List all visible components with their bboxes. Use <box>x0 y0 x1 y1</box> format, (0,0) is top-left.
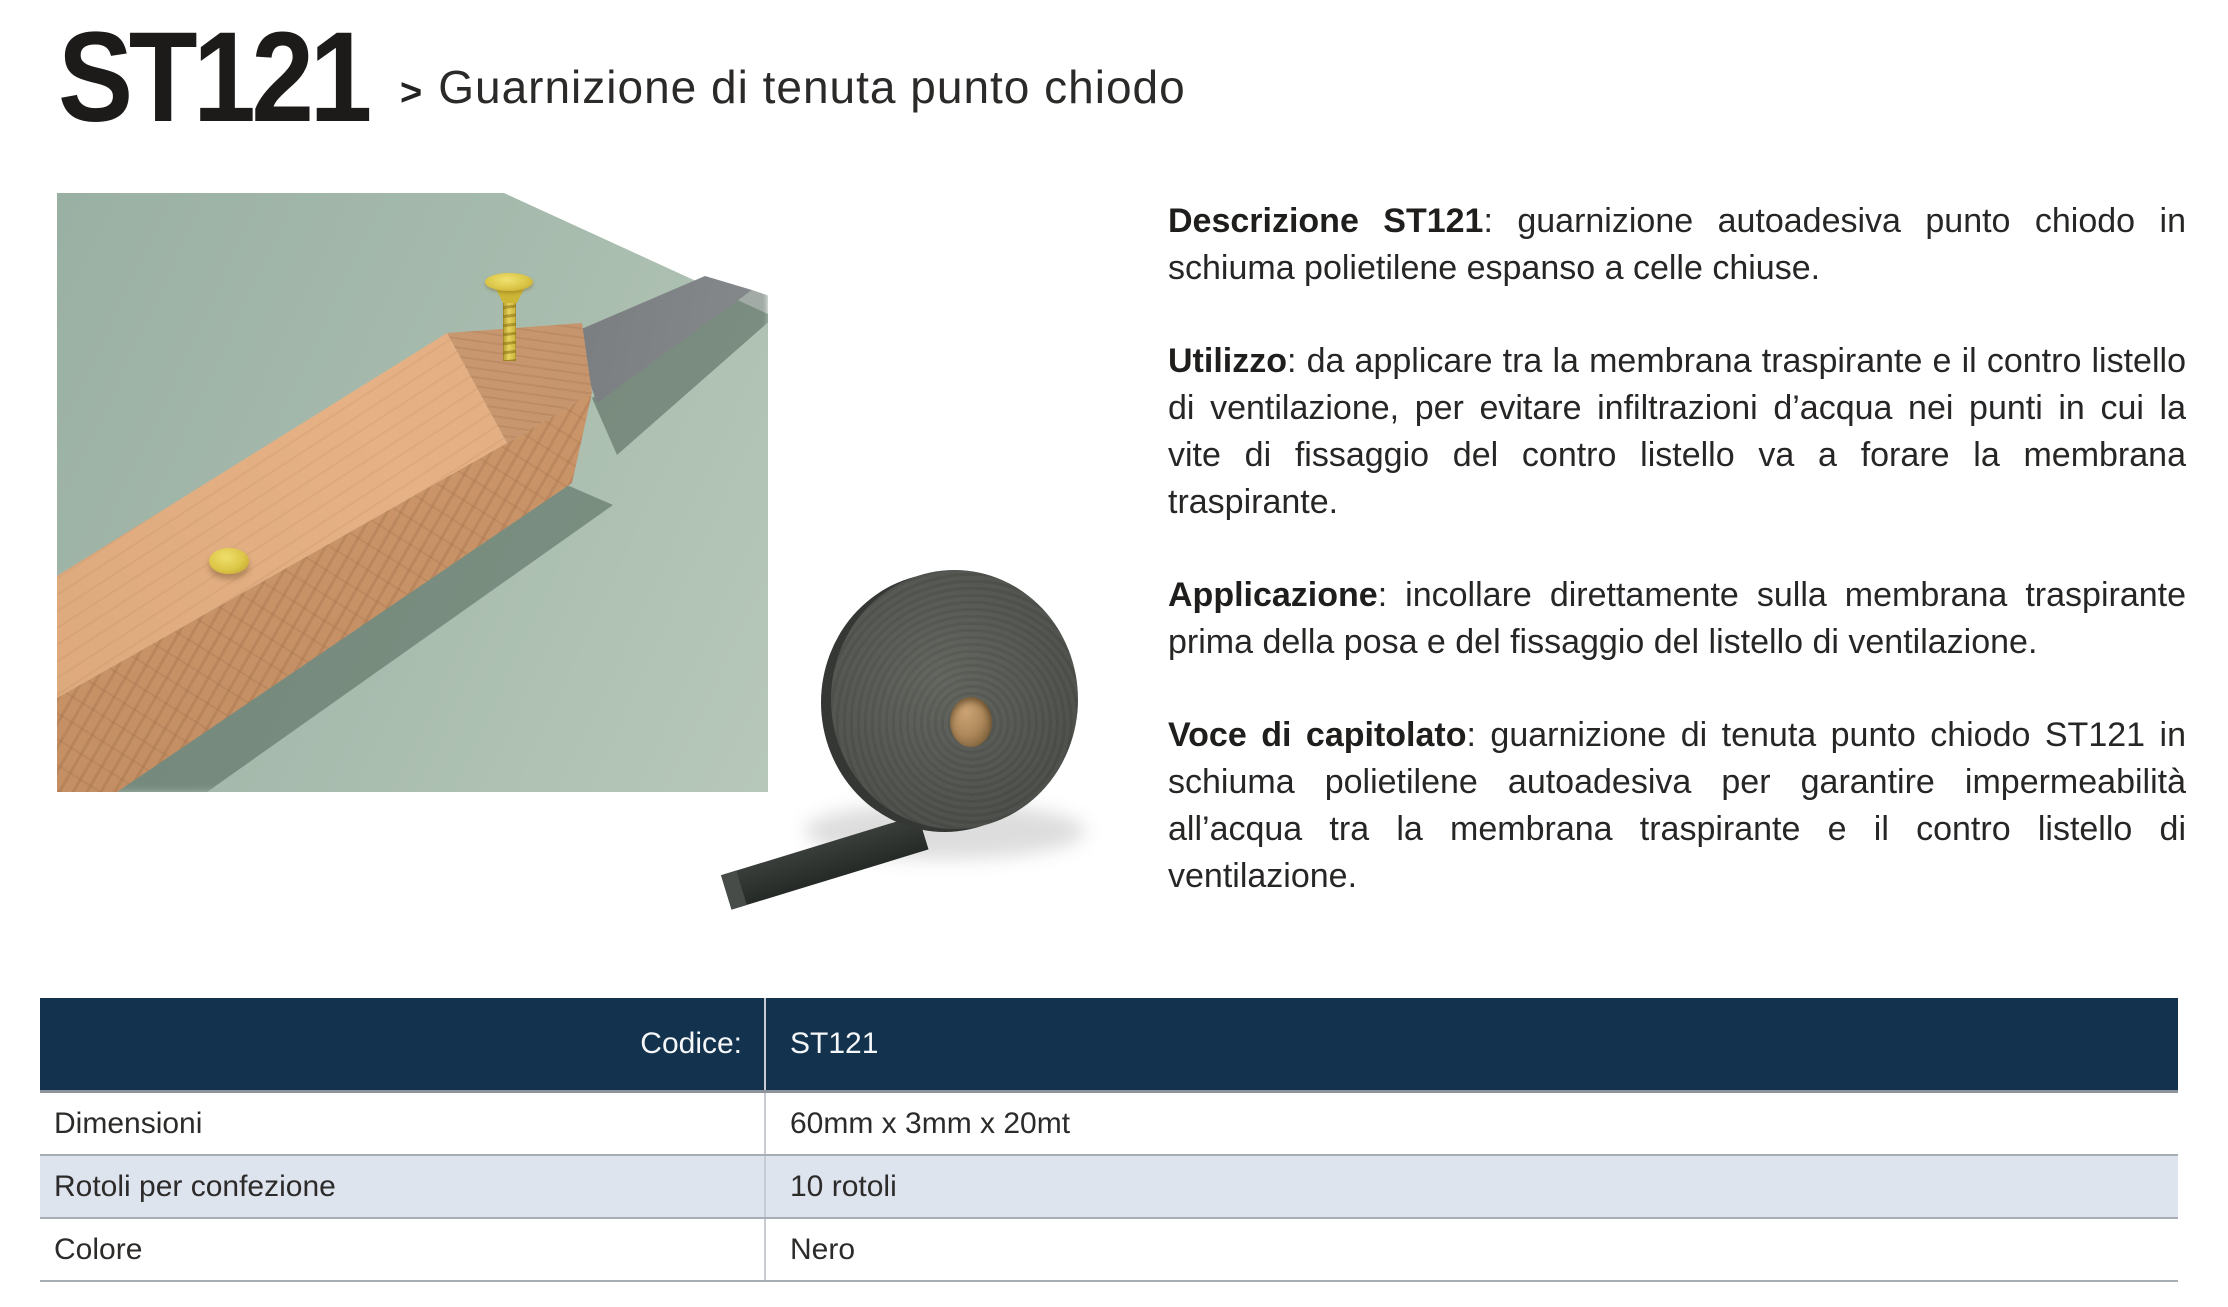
installation-illustration <box>57 193 768 792</box>
table-row-label: Rotoli per confezione <box>54 1169 336 1203</box>
table-row-label-cell <box>40 1093 766 1154</box>
spec-table-header-value-cell <box>766 998 2178 1090</box>
spec-table-header-row <box>40 998 2178 1093</box>
page-title: ST121 <box>58 6 368 149</box>
standing-screw-head <box>485 273 533 291</box>
page-subtitle <box>400 60 1186 114</box>
table-row-value: 10 rotoli <box>790 1169 897 1203</box>
table-row-value: 60mm x 3mm x 20mt <box>790 1106 1071 1140</box>
paragraph-utilizzo <box>1168 338 2186 526</box>
spec-table-header-value: ST121 <box>790 1027 879 1060</box>
description-column <box>1168 198 2186 946</box>
table-row-label: Colore <box>54 1232 143 1266</box>
standing-screw-shaft <box>503 297 516 361</box>
table-row-label-cell <box>40 1156 766 1217</box>
paragraph-voce-di-capitolato-body: : guarnizione di tenuta punto chiodo ST121 in schiuma polietilene autoadesiva per garantire impermeabilità all’acqua tra la membrana traspirante e il contro listello di ventilazione. <box>1168 716 2186 895</box>
table-row-value-cell <box>766 1156 2178 1217</box>
spec-table-header-label: Codice: <box>640 1027 742 1060</box>
paragraph-applicazione-body: : incollare direttamente sulla membrana traspirante prima della posa e del fissaggio del listello di ventilazione. <box>1168 576 2186 661</box>
embedded-screw-head <box>209 548 249 574</box>
breadcrumb-arrow-icon: > <box>400 72 423 114</box>
roll-front-face <box>831 570 1078 829</box>
paragraph-applicazione <box>1168 572 2186 666</box>
roll-cardboard-core <box>950 697 992 747</box>
table-row-rotoli-per-confezione <box>40 1156 2178 1219</box>
paragraph-descrizione-lead: Descrizione ST121 <box>1168 202 1484 240</box>
roll-tape-tail-tip <box>721 871 747 910</box>
table-row-colore <box>40 1219 2178 1282</box>
spec-table-header-label-cell <box>40 998 766 1090</box>
table-row-label: Dimensioni <box>54 1106 203 1140</box>
paragraph-descrizione <box>1168 198 2186 292</box>
table-row-dimensioni <box>40 1093 2178 1156</box>
table-row-label-cell <box>40 1219 766 1280</box>
page-subtitle-text: Guarnizione di tenuta punto chiodo <box>438 61 1186 113</box>
paragraph-applicazione-lead: Applicazione <box>1168 576 1378 614</box>
paragraph-utilizzo-body: : da applicare tra la membrana traspirante e il contro listello di ventilazione, per evitare infiltrazioni d’acqua nei punti in cui la vite di fissaggio del contro listello va a forare la membrana traspirante. <box>1168 342 2186 521</box>
table-row-value: Nero <box>790 1232 856 1266</box>
table-row-value-cell <box>766 1093 2178 1154</box>
paragraph-descrizione-body: : guarnizione autoadesiva punto chiodo in schiuma polietilene espanso a celle chiuse. <box>1168 202 2186 287</box>
paragraph-voce-di-capitolato-lead: Voce di capitolato <box>1168 716 1467 754</box>
table-row-value-cell <box>766 1219 2178 1280</box>
paragraph-utilizzo-lead: Utilizzo <box>1168 342 1287 380</box>
spec-table <box>40 998 2178 1282</box>
paragraph-voce-di-capitolato <box>1168 712 2186 900</box>
product-photo-roll <box>700 545 1130 965</box>
